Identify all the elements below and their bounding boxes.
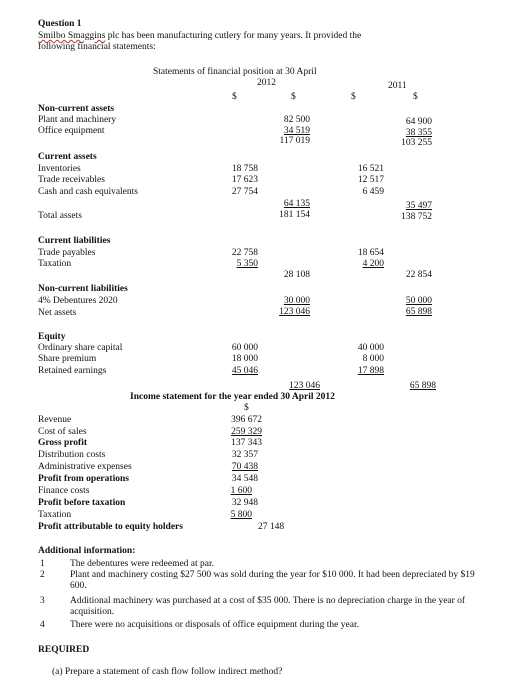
- cos-label: Cost of sales: [38, 427, 87, 437]
- retained-2011: 17 898: [357, 366, 384, 376]
- gross-profit-value: 137 343: [231, 438, 262, 448]
- nca-heading: Non-current assets: [38, 104, 115, 114]
- gross-profit-label: Gross profit: [38, 438, 87, 448]
- plant-2011: 64 900: [405, 117, 432, 127]
- additional-heading: Additional information:: [38, 546, 136, 556]
- nca-total-2011: 103 255: [401, 138, 432, 148]
- share-capital-2012: 60 000: [231, 343, 258, 353]
- debentures-label: 4% Debentures 2020: [38, 296, 118, 306]
- retained-label: Retained earnings: [38, 366, 107, 376]
- ca-total-2011: 35 497: [405, 201, 432, 211]
- equity-total-2012: 123 046: [289, 381, 320, 391]
- required-part-a: (a) Prepare a statement of cash flow follow indirect method?: [52, 667, 283, 677]
- profit-ops-label: Profit from operations: [38, 474, 129, 484]
- payables-2012: 22 758: [231, 248, 258, 258]
- year-2012: 2012: [257, 78, 276, 88]
- debentures-2011: 50 000: [405, 296, 432, 306]
- plant-2012: 82 500: [283, 115, 310, 125]
- cos-value: 259 329: [231, 427, 262, 437]
- item-4-text: There were no acquisitions or disposals of office equipment during the year.: [70, 620, 359, 630]
- sofp-title: Statements of financial position at 30 April: [153, 67, 317, 77]
- required-heading: REQUIRED: [38, 645, 90, 655]
- total-assets-2012: 181 154: [279, 210, 310, 220]
- item-1-num: 1: [40, 559, 45, 569]
- distribution-label: Distribution costs: [38, 450, 106, 460]
- year-2011: 2011: [388, 81, 407, 91]
- item-4-num: 4: [40, 620, 45, 630]
- attributable-value: 27 148: [258, 522, 285, 532]
- share-premium-2012: 18 000: [231, 354, 258, 364]
- equity-total-2011: 65 898: [409, 381, 436, 391]
- currency-2012-b: $: [291, 92, 296, 102]
- finance-label: Finance costs: [38, 486, 90, 496]
- admin-value: 70 438: [231, 462, 258, 472]
- item-3-num: 3: [40, 596, 45, 606]
- revenue-value: 396 672: [231, 415, 262, 425]
- intro-line-2: following financial statements:: [38, 42, 156, 52]
- intro-line-1: [38, 31, 361, 42]
- equity-heading: Equity: [38, 332, 66, 342]
- share-premium-label: Share premium: [38, 354, 97, 364]
- company-name: Smilbo Smaggins: [38, 31, 106, 41]
- cl-total-2011: 22 854: [405, 270, 432, 280]
- cl-heading: Current liabilities: [38, 236, 111, 246]
- share-premium-2011: 8 000: [362, 354, 384, 364]
- cash-2012: 27 754: [231, 187, 258, 197]
- nca-total-2012: 117 019: [279, 136, 310, 146]
- receivables-2012: 17 623: [231, 175, 258, 185]
- total-assets-label: Total assets: [38, 211, 82, 221]
- office-2011: 38 355: [405, 128, 432, 138]
- share-capital-2011: 40 000: [357, 343, 384, 353]
- admin-label: Administrative expenses: [38, 462, 132, 472]
- pbt-label: Profit before taxation: [38, 498, 126, 508]
- receivables-label: Trade receivables: [38, 175, 105, 185]
- ca-heading: Current assets: [38, 152, 97, 162]
- net-assets-label: Net assets: [38, 308, 77, 318]
- distribution-value: 32 357: [231, 450, 258, 460]
- currency-2012-a: $: [232, 92, 237, 102]
- ca-total-2012: 64 135: [283, 199, 310, 209]
- taxation-label: Taxation: [38, 259, 72, 269]
- intro-rest: plc has been manufacturing cutlery for many years. It provided the: [105, 31, 362, 41]
- plant-label: Plant and machinery: [38, 115, 117, 125]
- cash-label: Cash and cash equivalents: [38, 187, 138, 197]
- payables-2011: 18 654: [357, 248, 384, 258]
- total-assets-2011: 138 752: [401, 212, 432, 222]
- attributable-label: Profit attributable to equity holders: [38, 522, 183, 532]
- income-title: Income statement for the year ended 30 April 2012: [130, 392, 335, 402]
- currency-2011-b: $: [413, 92, 418, 102]
- tax-label: Taxation: [38, 510, 72, 520]
- debentures-2012: 30 000: [283, 296, 310, 306]
- income-currency: $: [244, 403, 249, 413]
- retained-2012: 45 046: [231, 366, 258, 376]
- taxation-2012: 5 350: [236, 259, 258, 269]
- net-assets-2011: 65 898: [405, 307, 432, 317]
- item-3-text: Additional machinery was purchased at a cost of $35 000. There is no depreciation charge in the year of acquisition.: [70, 596, 466, 617]
- taxation-2011: 4 200: [362, 259, 384, 269]
- pbt-value: 32 948: [231, 498, 258, 508]
- cash-2011: 6 459: [362, 187, 384, 197]
- finance-value: 1 600: [230, 486, 252, 496]
- office-2012: 34 519: [283, 126, 310, 136]
- office-label: Office equipment: [38, 126, 105, 136]
- net-assets-2012: 123 046: [279, 307, 310, 317]
- inventories-2012: 18 758: [231, 164, 258, 174]
- currency-2011-a: $: [351, 92, 356, 102]
- inventories-label: Inventories: [38, 164, 81, 174]
- revenue-label: Revenue: [38, 415, 72, 425]
- question-title: Question 1: [38, 19, 82, 29]
- item-2-text: Plant and machinery costing $27 500 was sold during the year for $10 000. It had been depreciated by $19 600.: [70, 570, 475, 591]
- item-1-text: The debentures were redeemed at par.: [70, 559, 215, 569]
- payables-label: Trade payables: [38, 248, 96, 258]
- share-capital-label: Ordinary share capital: [38, 343, 123, 353]
- ncl-heading: Non-current liabilities: [38, 284, 128, 294]
- tax-value: 5 800: [230, 510, 252, 520]
- inventories-2011: 16 521: [357, 164, 384, 174]
- item-2-num: 2: [40, 570, 45, 580]
- receivables-2011: 12 517: [357, 175, 384, 185]
- cl-total-2012: 28 108: [283, 270, 310, 280]
- profit-ops-value: 34 548: [231, 474, 258, 484]
